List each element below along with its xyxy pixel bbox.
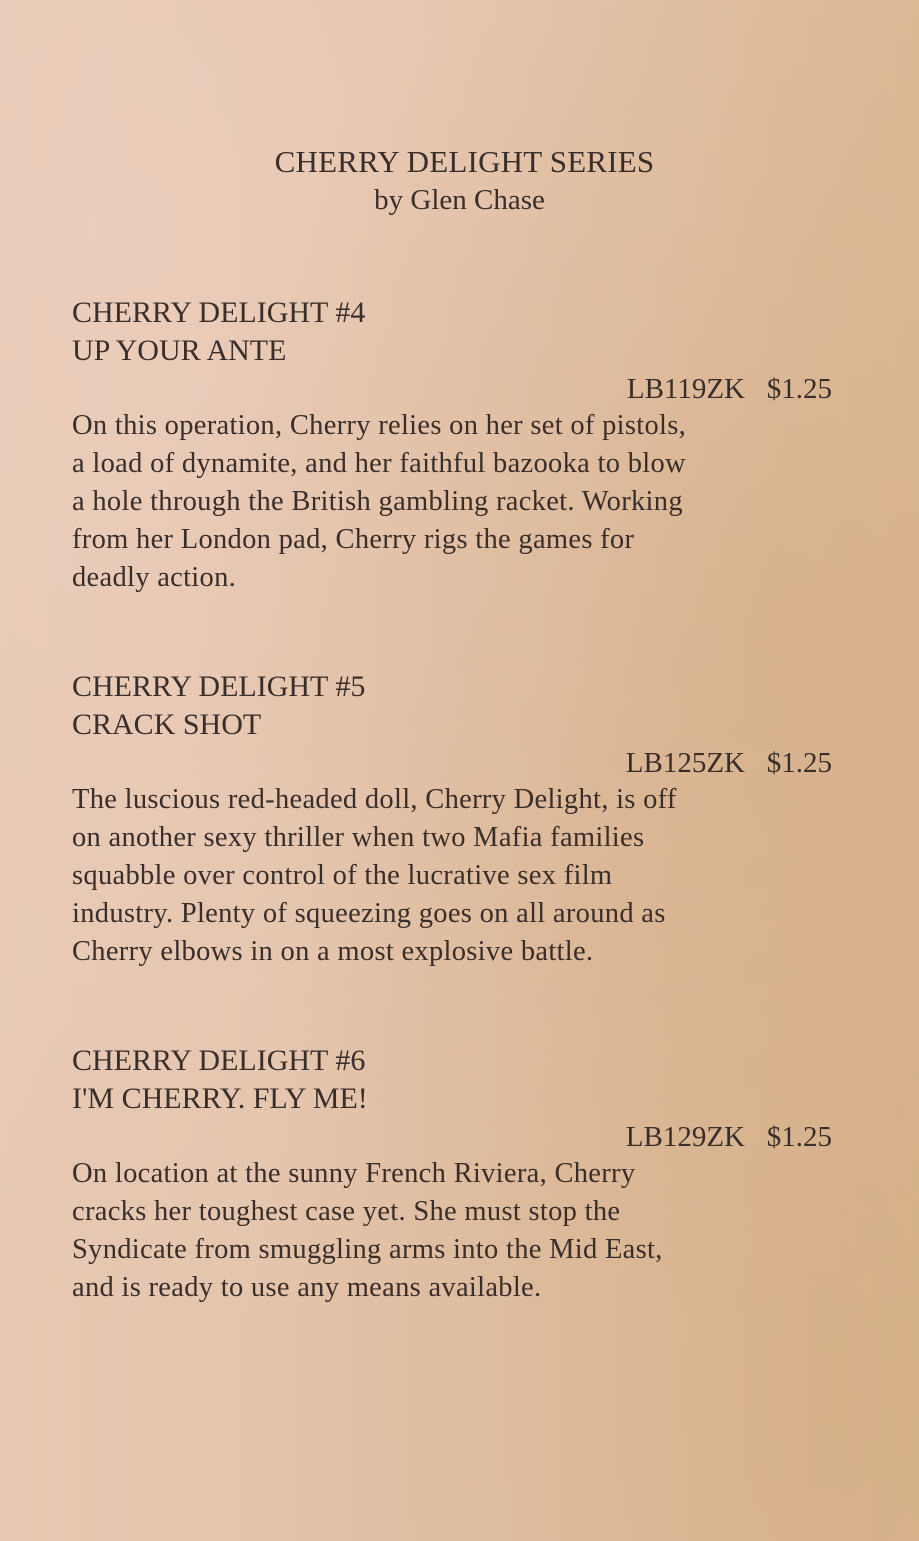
entry-code: LB125ZK (625, 747, 745, 779)
description-line: cracks her toughest case yet. She must stop the (72, 1196, 621, 1227)
description-line: squabble over control of the lucrative sex film (72, 860, 613, 891)
entry-price: $1.25 (766, 373, 832, 405)
description-line: On location at the sunny French Riviera, Cherry (72, 1158, 636, 1189)
entry-title: I'M CHERRY. FLY ME! (72, 1082, 368, 1115)
description-line: Cherry elbows in on a most explosive battle. (72, 936, 594, 967)
description-line: industry. Plenty of squeezing goes on all around as (72, 898, 666, 929)
entry-description (72, 781, 832, 971)
entry-title: CRACK SHOT (72, 708, 262, 741)
entry-series-number: CHERRY DELIGHT #5 (72, 670, 366, 703)
description-line: from her London pad, Cherry rigs the games for (72, 524, 635, 555)
entry-series-number: CHERRY DELIGHT #4 (72, 296, 366, 329)
description-line: on another sexy thriller when two Mafia families (72, 822, 645, 853)
entry-code: LB119ZK (626, 373, 745, 405)
series-header (0, 143, 919, 219)
entry-price: $1.25 (766, 1121, 832, 1153)
series-author: by Glen Chase (374, 184, 545, 216)
description-line: The luscious red-headed doll, Cherry Delight, is off (72, 784, 677, 815)
description-line: a hole through the British gambling racket. Working (72, 486, 683, 517)
entry-order-info (626, 1118, 832, 1156)
book-entry (72, 1042, 832, 1303)
book-entry (72, 668, 832, 967)
series-title: CHERRY DELIGHT SERIES (274, 144, 655, 179)
description-line: and is ready to use any means available. (72, 1272, 542, 1303)
entry-order-info (626, 744, 832, 782)
entry-price: $1.25 (766, 747, 832, 779)
entry-title: UP YOUR ANTE (72, 334, 287, 367)
description-line: a load of dynamite, and her faithful bazooka to blow (72, 448, 686, 479)
description-line: deadly action. (72, 562, 237, 593)
book-entry (72, 294, 832, 593)
entry-series-number: CHERRY DELIGHT #6 (72, 1044, 366, 1077)
entry-description (72, 407, 832, 597)
description-line: Syndicate from smuggling arms into the Mid East, (72, 1234, 663, 1265)
entry-code: LB129ZK (625, 1121, 745, 1153)
entry-description (72, 1155, 832, 1307)
entry-order-info (627, 370, 832, 408)
description-line: On this operation, Cherry relies on her set of pistols, (72, 410, 687, 441)
